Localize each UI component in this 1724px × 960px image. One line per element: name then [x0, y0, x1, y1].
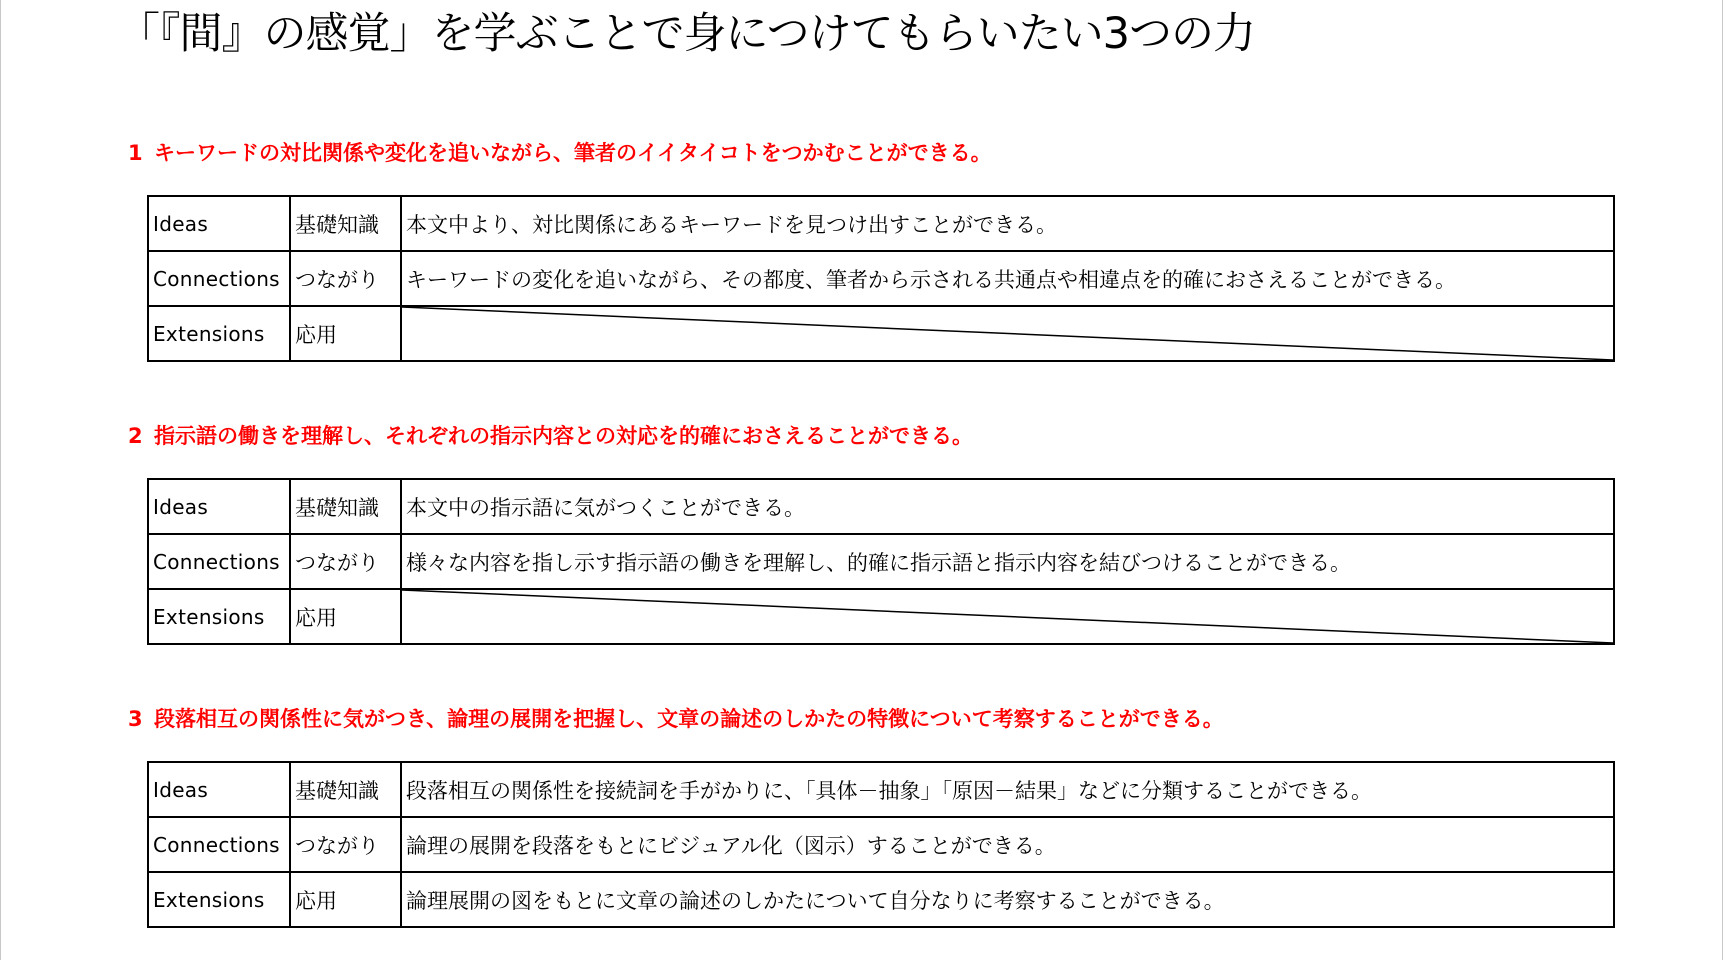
table-row [148, 762, 1614, 817]
section-3-table [147, 761, 1615, 928]
row-label-en: Connections [148, 251, 290, 306]
table-row [148, 306, 1614, 361]
empty-diagonal-cell [401, 306, 1614, 361]
row-label-en: Extensions [148, 589, 290, 644]
row-description: 段落相互の関係性を接続詞を手がかりに、「具体－抽象」「原因－結果」などに分類することができる。 [401, 762, 1614, 817]
row-description: 論理展開の図をもとに文章の論述のしかたについて自分なりに考察することができる。 [401, 872, 1614, 927]
row-label-en: Ideas [148, 196, 290, 251]
row-label-ja: つながり [290, 817, 401, 872]
section-3-heading-text: 段落相互の関係性に気がつき、論理の展開を把握し、文章の論述のしかたの特徴について考察することができる。 [154, 707, 1224, 731]
row-label-ja: 基礎知識 [290, 196, 401, 251]
row-label-ja: つながり [290, 251, 401, 306]
row-label-en: Ideas [148, 479, 290, 534]
section-1-number: 1 [128, 141, 143, 165]
row-label-en: Ideas [148, 762, 290, 817]
table-row [148, 872, 1614, 927]
empty-diagonal-cell [401, 589, 1614, 644]
section-3-heading [128, 704, 1224, 734]
section-2-heading-text: 指示語の働きを理解し、それぞれの指示内容との対応を的確におさえることができる。 [154, 424, 973, 448]
table-row [148, 479, 1614, 534]
row-label-ja: 応用 [290, 306, 401, 361]
row-label-en: Extensions [148, 306, 290, 361]
section-2-number: 2 [128, 424, 143, 448]
row-description: 本文中より、対比関係にあるキーワードを見つけ出すことができる。 [401, 196, 1614, 251]
row-label-ja: 応用 [290, 872, 401, 927]
section-3-number: 3 [128, 707, 143, 731]
row-label-ja: 基礎知識 [290, 479, 401, 534]
row-label-ja: 応用 [290, 589, 401, 644]
section-1-heading [128, 138, 992, 168]
row-description: キーワードの変化を追いながら、その都度、筆者から示される共通点や相違点を的確におさえることができる。 [401, 251, 1614, 306]
table-row [148, 589, 1614, 644]
row-label-en: Extensions [148, 872, 290, 927]
row-label-ja: つながり [290, 534, 401, 589]
table-row [148, 817, 1614, 872]
section-1-table [147, 195, 1615, 362]
section-1-heading-text: キーワードの対比関係や変化を追いながら、筆者のイイタイコトをつかむことができる。 [154, 141, 992, 165]
section-2-table [147, 478, 1615, 645]
diagonal-line [402, 307, 1613, 360]
row-description: 論理の展開を段落をもとにビジュアル化（図示）することができる。 [401, 817, 1614, 872]
row-description: 本文中の指示語に気がつくことができる。 [401, 479, 1614, 534]
row-label-en: Connections [148, 817, 290, 872]
section-2-heading [128, 421, 973, 451]
row-label-en: Connections [148, 534, 290, 589]
row-label-ja: 基礎知識 [290, 762, 401, 817]
table-row [148, 251, 1614, 306]
row-description: 様々な内容を指し示す指示語の働きを理解し、的確に指示語と指示内容を結びつけることができる。 [401, 534, 1614, 589]
table-row [148, 534, 1614, 589]
page-title: 「『間』の感覚」を学ぶことで身につけてもらいたい3つの力 [117, 9, 1255, 59]
diagonal-line [402, 590, 1613, 643]
table-row [148, 196, 1614, 251]
